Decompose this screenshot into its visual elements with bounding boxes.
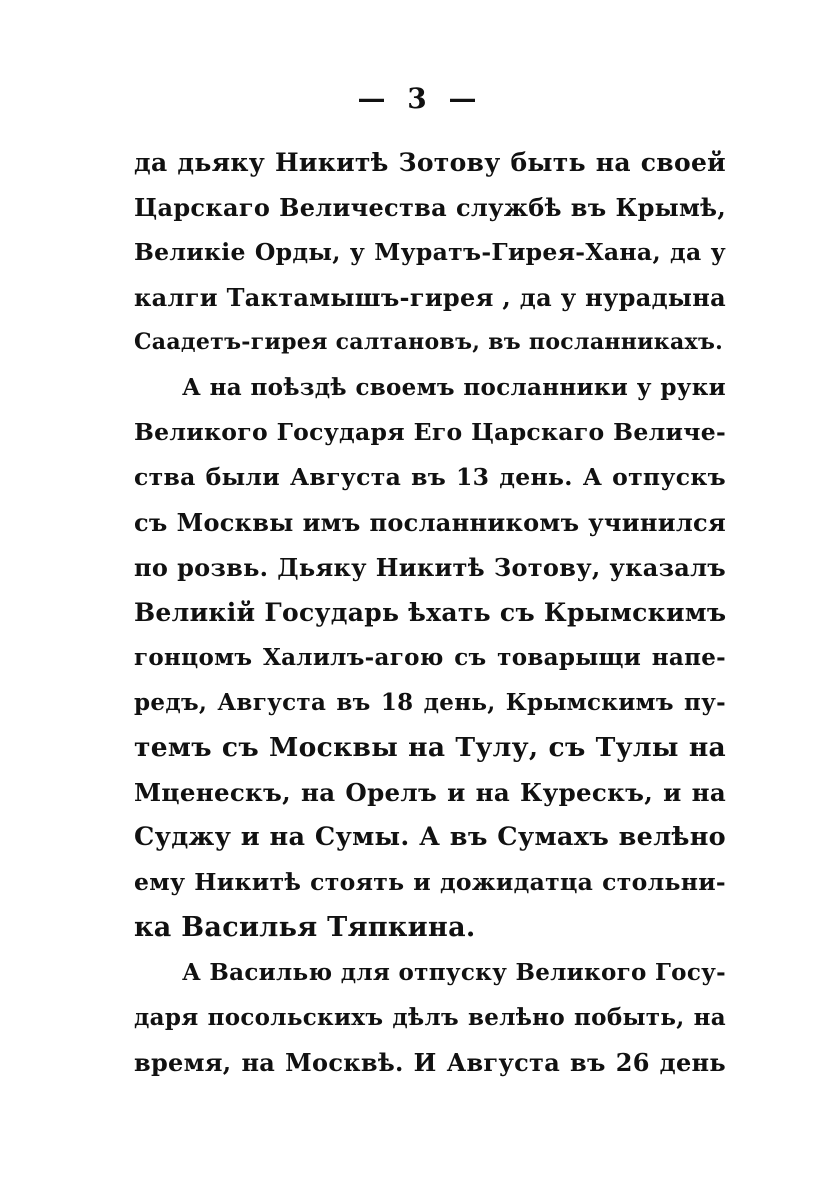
paragraph: [134, 950, 726, 1085]
text-line: Великіе Орды, у Муратъ-Гирея-Хана, да у: [134, 238, 726, 266]
paragraph: [134, 365, 726, 950]
text-line: ему Никитѣ стоять и дожидатца стольни-: [134, 868, 726, 896]
text-line: гонцомъ Халилъ-агою съ товарыщи напе-: [134, 644, 726, 671]
text-line: да дьяку Никитѣ Зотову быть на своей: [134, 148, 726, 177]
text-line: калги Тактамышъ-гирея , да у нурадына: [134, 283, 726, 312]
page-number: — 3 —: [357, 82, 483, 115]
text-line: даря посольскихъ дѣлъ велѣно побыть, на: [134, 1004, 726, 1031]
text-line: Великого Государя Его Царскаго Величе-: [134, 418, 726, 446]
text-line: Великій Государь ѣхать съ Крымскимъ: [134, 598, 726, 627]
text-line: редъ, Августа въ 18 день, Крымскимъ пу-: [134, 689, 726, 716]
text-line: по розвь. Дьяку Никитѣ Зотову, указалъ: [134, 553, 726, 582]
text-line: Саадетъ-гирея салтановъ, въ посланникахъ.: [134, 329, 724, 355]
text-line: ства были Августа въ 13 день. А отпускъ: [134, 463, 726, 491]
text-line: съ Москвы имъ посланникомъ учинился: [134, 508, 726, 537]
text-line: время, на Москвѣ. И Августа въ 26 день: [134, 1048, 726, 1077]
paragraph: [134, 140, 726, 365]
text-line: ка Василья Тяпкина.: [134, 912, 476, 943]
text-line: А на поѣздѣ своемъ посланники у руки: [182, 374, 726, 401]
body-text: [134, 140, 726, 1085]
text-line: Царскаго Величества службѣ въ Крымѣ,: [134, 193, 726, 222]
text-line: Суджу и на Сумы. А въ Сумахъ велѣно: [134, 822, 726, 852]
text-line: Мценескъ, на Орелъ и на Курескъ, и на: [134, 778, 726, 807]
text-line: темъ съ Москвы на Тулу, съ Тулы на: [134, 732, 726, 763]
text-line: А Василью для отпуску Великого Госу-: [182, 959, 726, 986]
